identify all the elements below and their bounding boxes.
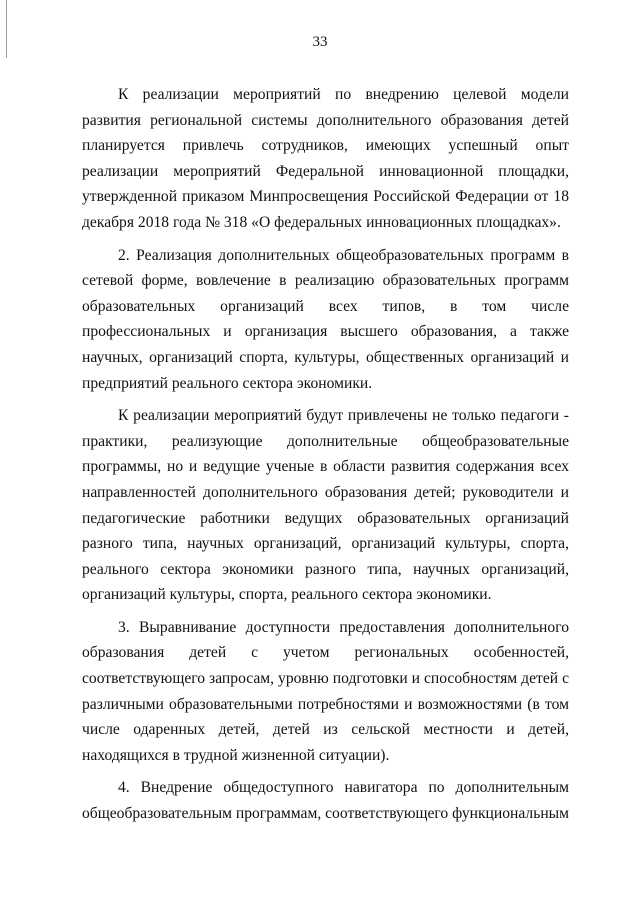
paragraph-involved-specialists: К реализации мероприятий будут привлечены не только педагоги - практики, реализующие дополнительные общеобразовательные программы, но и ведущие ученые в области развития содержания всех направленностей дополнительного образования детей; руководители и педагогические работники ведущих образовательных организаций разного типа, научных организаций, организаций культуры, спорта, реального сектора экономики разного типа, научных организаций, организаций культуры, спорта, реального сектора экономики.	[82, 407, 569, 604]
paragraph-innovation-sites: К реализации мероприятий по внедрению целевой модели развития региональной системы дополнительного образования детей планируется привлечь сотрудников, имеющих успешный опыт реализации мероприятий Федеральной инновационной площадки, утвержденной приказом Минпросвещения Российской Федерации от 18 декабря 2018 года № 318 «О федеральных инновационных площадках».	[82, 86, 569, 231]
document-body	[82, 82, 569, 827]
paragraph-navigator: 4. Внедрение общедоступного навигатора по дополнительным общеобразовательным программам, соответствующего функциональным	[82, 779, 570, 823]
paragraph-network-programs: 2. Реализация дополнительных общеобразовательных программ в сетевой форме, вовлечение в реализацию образовательных программ образовательных организаций всех типов, в том числе профессиональных и организация высшего образования, а также научных, организаций спорта, культуры, общественных организаций и предприятий реального сектора экономики.	[82, 246, 569, 392]
page-number: 33	[312, 34, 328, 50]
paragraph-accessibility: 3. Выравнивание доступности предоставления дополнительного образования детей с учетом региональных особенностей, соответствующего запросам, уровню подготовки и способностям детей с различными образовательными потребностями и возможностями (в том числе одаренных детей, детей из сельской местности и детей, находящихся в трудной жизненной ситуации).	[82, 618, 569, 764]
